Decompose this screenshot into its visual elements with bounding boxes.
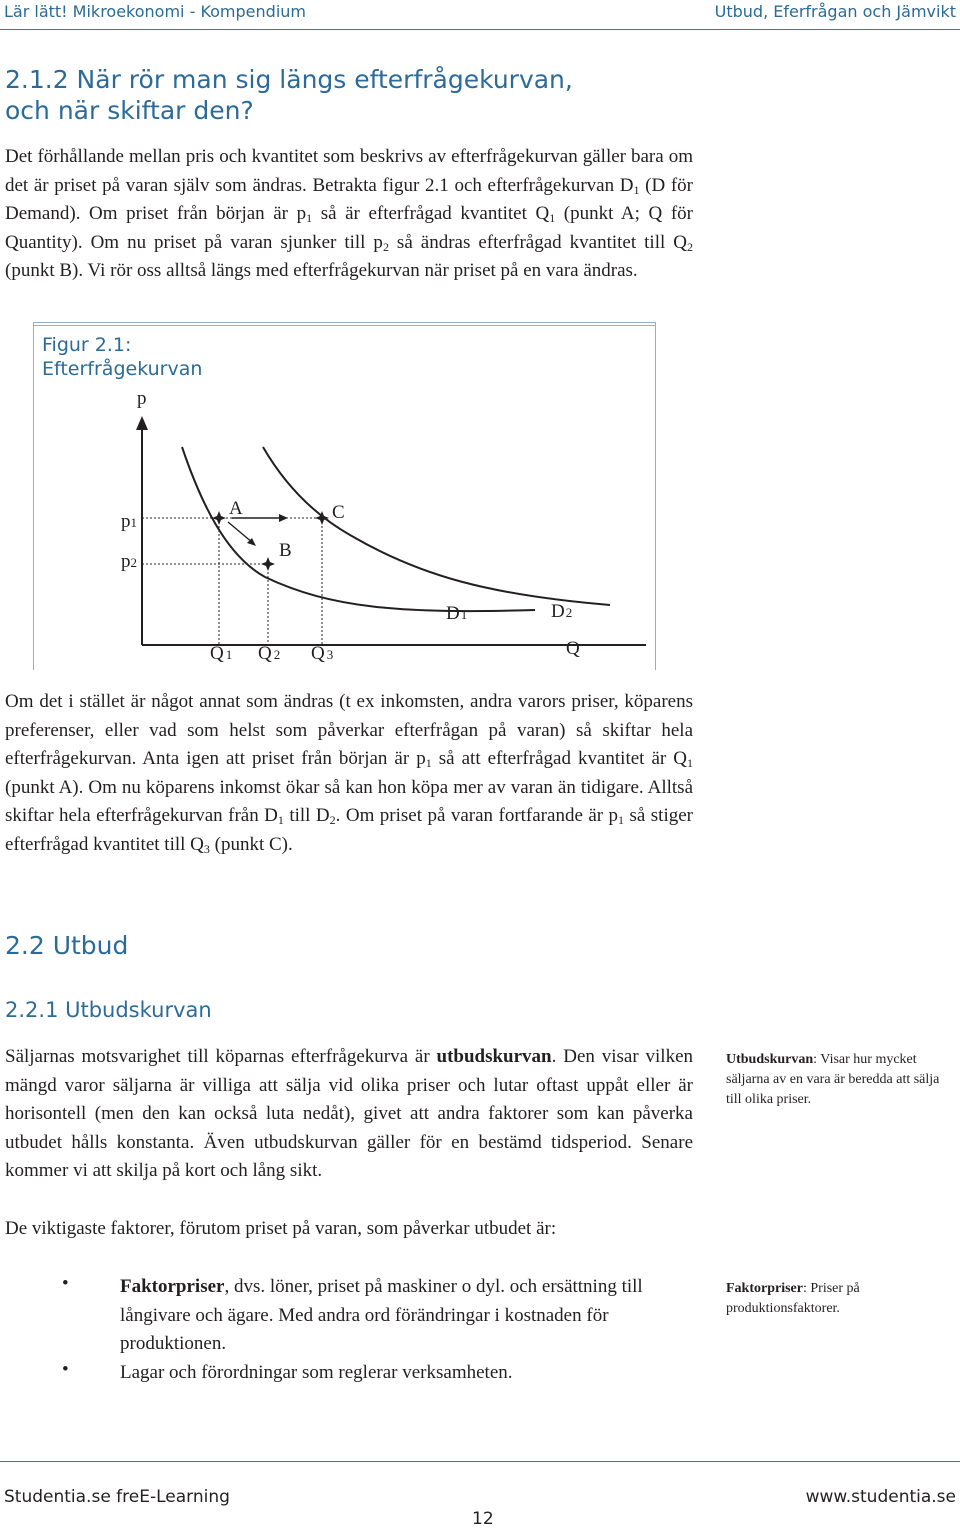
p2-label: p2 <box>121 551 137 572</box>
bullet-item-faktorpriser <box>120 1273 700 1359</box>
sidebar-utbud-definition <box>726 1050 956 1110</box>
bullet-item-faktorpriser-bold: Faktorpriser <box>120 1276 225 1297</box>
page-number: 12 <box>472 1509 494 1529</box>
section-22-title: 2.2 Utbud <box>5 931 129 960</box>
figure-title <box>42 333 202 381</box>
p-axis-label: p <box>137 388 147 409</box>
demand-curve-d2 <box>263 447 610 605</box>
point-b-marker <box>261 557 275 571</box>
sidebar-utbud-term: Utbudskurvan <box>726 1052 814 1067</box>
sidebar-utbud-text: : Visar hur mycket säljarna av en vara är beredda att sälja till olika priser. <box>726 1052 940 1107</box>
section-212-title-line1: 2.1.2 När rör man sig längs efterfrågekurvan, <box>5 65 573 94</box>
bullet-dot-1: • <box>62 1273 69 1294</box>
paragraph-shift: Om det i stället är något annat som ändras (t ex inkomsten, andra varors priser, köparens preferenser, eller vad som helst som påverkar efterfrågan på varan) så skiftar hela efterfrågekurvan. Anta igen att priset från början är $p_1$ så att efterfrågad kvantitet är $Q_1$ (punkt A). Om nu köparens inkomst ökar så kan hon köpa mer av varan än tidigare. Alltså skiftar hela efterfrågekurvan från $D_1$ till $D_2$. Om priset på varan fortfarande är $p_1$ så stiger efterfrågad kvantitet till $Q_3$ (punkt C). <box>5 691 693 856</box>
header-left: Lär lätt! Mikroekonomi - Kompendium <box>4 2 306 21</box>
bullet-item-lagar: Lagar och förordningar som reglerar verksamheten. <box>120 1362 513 1383</box>
bullet-dot-2: • <box>62 1359 69 1380</box>
section-212-title-line2: och när skiftar den? <box>5 96 254 125</box>
figure-title-line1: Figur 2.1: <box>42 334 132 356</box>
arrow-a-to-b <box>228 522 253 543</box>
footer-left: Studentia.se freE-Learning <box>4 1487 230 1507</box>
bullet-item-faktorpriser-text: , dvs. löner, priset på maskiner o dyl. och ersättning till långivare och ägare. Med andra ord förändringar i kostnaden för produktionen. <box>120 1276 643 1354</box>
header-right: Utbud, Eferfrågan och Jämvikt <box>714 2 956 21</box>
sidebar-faktor-text: : Priser på produktionsfaktorer. <box>726 1281 860 1316</box>
q2-label: Q 2 <box>258 643 281 664</box>
footer-right: www.studentia.se <box>805 1487 956 1507</box>
sidebar-faktor-term: Faktorpriser <box>726 1281 803 1296</box>
point-a-label: A <box>229 498 243 519</box>
arrow-a-to-c-head <box>279 514 288 522</box>
q1-label: Q 1 <box>210 643 233 664</box>
paragraph-intro: Det förhållande mellan pris och kvantitet som beskrivs av efterfrågekurvan gäller bara om det är priset på varan själv som ändras. Betrakta figur 2.1 och efterfrågekurvan $D_1$ (D för Demand). Om priset från början är $p_1$ så är efterfrågad kvantitet $Q_1$ (punkt A; Q för Quantity). Om nu priset på varan sjunker till $p_2$ så ändras efterfrågad kvantitet till $Q_2$ (punkt B). Vi rör oss alltså längs med efterfrågekurvan när priset på en vara ändras. <box>5 146 693 281</box>
point-c-label: C <box>332 502 345 523</box>
q3-label: Q 3 <box>311 643 334 664</box>
paragraph-utbud: Säljarnas motsvarighet till köparnas efterfrågekurva är utbudskurvan. Den visar vilken mängd varor säljarna är villiga att sälja vid olika priser och lutar oftast uppåt eller är horisontell (men den kan också luta nedåt), givet att andra faktorer som kan påverka utbudet hålls konstanta. Även utbudskurvan gäller för en bestämd tidsperiod. Senare kommer vi att skilja på kort och lång sikt. <box>5 1046 694 1181</box>
point-b-label: B <box>279 540 292 561</box>
header-rule <box>0 29 960 30</box>
demand-curve-chart <box>0 380 660 670</box>
p-axis-arrow <box>136 416 148 430</box>
figure-title-line2: Efterfrågekurvan <box>42 358 203 380</box>
sidebar-faktor-definition <box>726 1279 956 1319</box>
p1-label: p1 <box>121 511 137 532</box>
footer-rule <box>0 1461 960 1462</box>
d1-label: D1 <box>446 603 468 624</box>
q-axis-label: Q <box>566 638 580 659</box>
factors-intro: De viktigaste faktorer, förutom priset på varan, som påverkar utbudet är: <box>5 1218 557 1239</box>
d2-label: D2 <box>551 601 573 622</box>
section-212-title <box>5 64 905 126</box>
section-221-title: 2.2.1 Utbudskurvan <box>5 998 212 1022</box>
